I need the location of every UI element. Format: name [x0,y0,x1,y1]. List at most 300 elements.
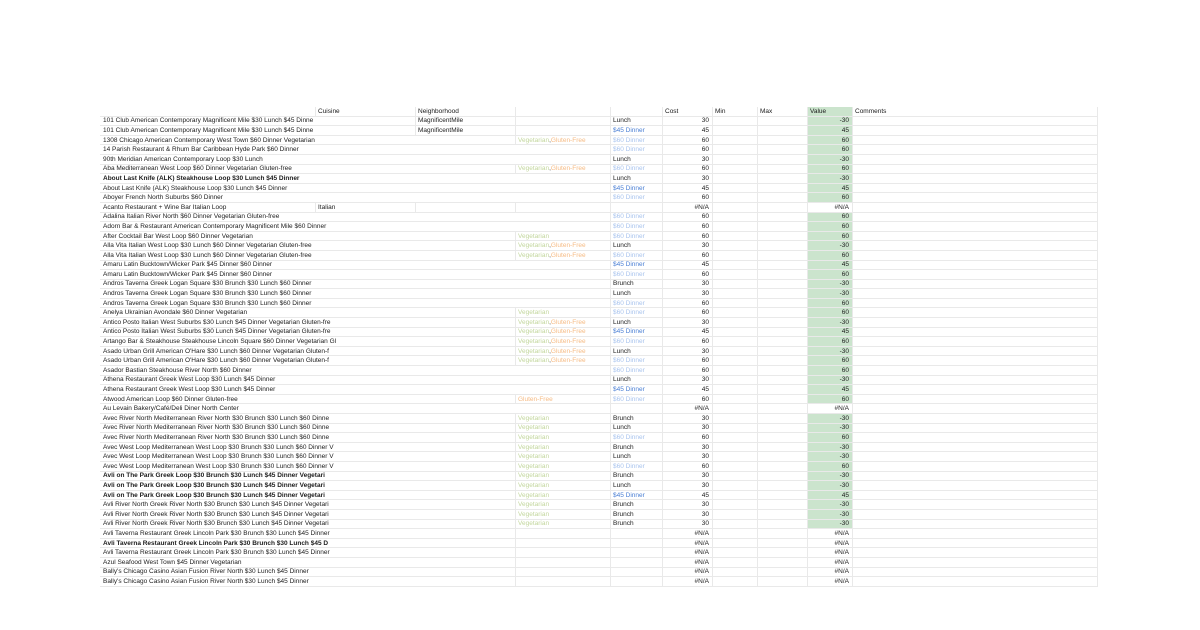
cell-value[interactable]: 45 [807,126,852,135]
cell-meal[interactable] [610,558,662,567]
cell-min[interactable] [712,299,757,308]
cell-meal[interactable]: Brunch [610,500,662,509]
cell-comments[interactable] [852,548,1098,557]
cell-restaurant[interactable]: Atwood American Loop $60 Dinner Gluten-free [103,395,238,403]
cell-cost[interactable]: 30 [662,289,712,298]
cell-restaurant[interactable]: Avli Taverna Restaurant Greek Lincoln Park $30 Brunch $30 Lunch $45 Dinner [103,529,330,537]
cell-cost[interactable]: 30 [662,376,712,385]
cell-dietary[interactable]: Vegetarian , Gluten-Free [515,318,610,327]
cell-cost[interactable]: 30 [662,424,712,433]
cell-min[interactable] [712,117,757,126]
cell-dietary[interactable] [515,510,610,519]
cell-comments[interactable] [852,385,1098,394]
cell-min[interactable] [712,337,757,346]
cell-comments[interactable] [852,520,1098,529]
cell-min[interactable] [712,280,757,289]
cell-value[interactable]: #N/A [807,203,852,212]
cell-meal[interactable]: $60 Dinner [610,145,662,154]
cell-restaurant[interactable]: Asador Bastian Steakhouse River North $60 Dinner [103,366,252,374]
cell-value[interactable]: 60 [807,337,852,346]
cell-value[interactable]: 60 [807,165,852,174]
cell-neighborhood[interactable] [415,203,515,212]
cell-max[interactable] [757,376,807,385]
cell-cost[interactable]: 60 [662,462,712,471]
cell-dietary[interactable]: Vegetarian , Gluten-Free [515,328,610,337]
cell-dietary[interactable] [515,548,610,557]
cell-value[interactable]: 60 [807,462,852,471]
cell-cost[interactable]: #N/A [662,548,712,557]
cell-min[interactable] [712,165,757,174]
cell-cost[interactable]: #N/A [662,568,712,577]
cell-cost[interactable]: 30 [662,452,712,461]
cell-meal[interactable] [610,529,662,538]
cell-cost[interactable]: 60 [662,337,712,346]
cell-max[interactable] [757,270,807,279]
header-cell-restaurant[interactable] [100,107,315,116]
cell-comments[interactable] [852,136,1098,145]
cell-comments[interactable] [852,510,1098,519]
cell-restaurant[interactable]: Avli Taverna Restaurant Greek Lincoln Park $30 Brunch $30 Lunch $45 D [103,539,329,547]
cell-meal[interactable]: Lunch [610,117,662,126]
cell-max[interactable] [757,472,807,481]
cell-comments[interactable] [852,270,1098,279]
cell-neighborhood[interactable]: MagnificentMile [415,126,515,135]
cell-value[interactable]: -30 [807,347,852,356]
cell-value[interactable]: -30 [807,376,852,385]
cell-comments[interactable] [852,289,1098,298]
cell-max[interactable] [757,222,807,231]
cell-max[interactable] [757,452,807,461]
cell-comments[interactable] [852,145,1098,154]
cell-meal[interactable]: $60 Dinner [610,222,662,231]
cell-cost[interactable]: #N/A [662,529,712,538]
cell-min[interactable] [712,318,757,327]
cell-min[interactable] [712,472,757,481]
cell-dietary[interactable]: Vegetarian , Gluten-Free [515,165,610,174]
cell-cost[interactable]: 60 [662,356,712,365]
cell-value[interactable]: #N/A [807,539,852,548]
cell-dietary[interactable]: Vegetarian , Gluten-Free [515,241,610,250]
cell-meal[interactable]: Lunch [610,174,662,183]
cell-meal[interactable]: $60 Dinner [610,299,662,308]
cell-cost[interactable]: 60 [662,145,712,154]
cell-meal[interactable]: Lunch [610,241,662,250]
cell-meal[interactable]: Lunch [610,452,662,461]
cell-dietary[interactable] [515,539,610,548]
cell-min[interactable] [712,203,757,212]
cell-dietary[interactable] [515,117,610,126]
cell-max[interactable] [757,155,807,164]
cell-comments[interactable] [852,568,1098,577]
cell-restaurant[interactable]: Avec River North Mediterranean River North $30 Brunch $30 Lunch $60 Dinne [103,424,330,432]
cell-restaurant[interactable]: Avli River North Greek River North $30 Brunch $30 Lunch $45 Dinner Vegetari [103,520,329,528]
cell-min[interactable] [712,232,757,241]
cell-max[interactable] [757,251,807,260]
cell-max[interactable] [757,126,807,135]
cell-max[interactable] [757,462,807,471]
cell-cost[interactable]: 60 [662,213,712,222]
cell-meal[interactable]: $60 Dinner [610,193,662,202]
cell-min[interactable] [712,251,757,260]
cell-dietary[interactable] [515,472,610,481]
cell-comments[interactable] [852,443,1098,452]
cell-max[interactable] [757,491,807,500]
cell-cost[interactable]: 60 [662,270,712,279]
cell-cost[interactable]: 30 [662,117,712,126]
cell-meal[interactable]: $60 Dinner [610,366,662,375]
cell-min[interactable] [712,289,757,298]
cell-dietary[interactable] [515,500,610,509]
cell-meal[interactable] [610,577,662,586]
cell-cost[interactable]: 45 [662,184,712,193]
cell-min[interactable] [712,414,757,423]
cell-restaurant[interactable]: Adalina Italian River North $60 Dinner Vegetarian Gluten-free [103,213,280,221]
cell-dietary[interactable] [515,443,610,452]
cell-meal[interactable] [610,404,662,413]
cell-restaurant[interactable]: Amaru Latin Bucktown/Wicker Park $45 Dinner $60 Dinner [103,270,273,278]
cell-min[interactable] [712,558,757,567]
cell-value[interactable]: 60 [807,433,852,442]
cell-value[interactable]: 60 [807,308,852,317]
cell-meal[interactable]: Brunch [610,443,662,452]
cell-restaurant[interactable]: Anelya Ukrainian Avondale $60 Dinner Vegetarian [103,309,248,317]
cell-min[interactable] [712,510,757,519]
cell-min[interactable] [712,213,757,222]
cell-cost[interactable]: #N/A [662,558,712,567]
cell-meal[interactable]: $60 Dinner [610,213,662,222]
cell-max[interactable] [757,232,807,241]
cell-cost[interactable]: 60 [662,232,712,241]
cell-cost[interactable]: 30 [662,520,712,529]
cell-dietary[interactable] [515,520,610,529]
cell-meal[interactable]: $60 Dinner [610,270,662,279]
cell-restaurant[interactable]: Amaru Latin Bucktown/Wicker Park $45 Dinner $60 Dinner [103,261,273,269]
cell-restaurant[interactable]: Adorn Bar & Restaurant American Contemporary Magnificent Mile $60 Dinner [103,222,327,230]
cell-comments[interactable] [852,318,1098,327]
cell-max[interactable] [757,366,807,375]
cell-min[interactable] [712,385,757,394]
cell-cost[interactable]: 45 [662,328,712,337]
cell-restaurant[interactable]: Asado Urban Grill American O'Hare $30 Lunch $60 Dinner Vegetarian Gluten-f [103,357,329,365]
cell-restaurant[interactable]: Avec West Loop Mediterranean West Loop $30 Brunch $30 Lunch $60 Dinner V [103,462,334,470]
cell-meal[interactable] [610,568,662,577]
cell-max[interactable] [757,241,807,250]
cell-max[interactable] [757,568,807,577]
header-cell-cost[interactable]: Cost [662,107,712,116]
cell-cost[interactable]: 60 [662,222,712,231]
cell-max[interactable] [757,481,807,490]
cell-value[interactable]: -30 [807,174,852,183]
cell-dietary[interactable] [515,232,610,241]
cell-max[interactable] [757,500,807,509]
cell-comments[interactable] [852,213,1098,222]
cell-cost[interactable]: 60 [662,308,712,317]
cell-restaurant[interactable]: Andros Taverna Greek Logan Square $30 Brunch $30 Lunch $60 Dinner [103,299,312,307]
cell-min[interactable] [712,347,757,356]
cell-comments[interactable] [852,356,1098,365]
header-cell-comments[interactable]: Comments [852,107,1098,116]
cell-cost[interactable]: 30 [662,318,712,327]
cell-max[interactable] [757,289,807,298]
cell-meal[interactable]: Lunch [610,376,662,385]
cell-restaurant[interactable]: Antico Posto Italian West Suburbs $30 Lunch $45 Dinner Vegetarian Gluten-fre [103,318,331,326]
cell-max[interactable] [757,136,807,145]
cell-comments[interactable] [852,404,1098,413]
cell-restaurant[interactable]: Avli on The Park Greek Loop $30 Brunch $30 Lunch $45 Dinner Vegetari [103,481,325,489]
cell-min[interactable] [712,577,757,586]
cell-meal[interactable]: Lunch [610,155,662,164]
cell-meal[interactable]: Brunch [610,510,662,519]
cell-min[interactable] [712,568,757,577]
cell-restaurant[interactable]: Alla Vita Italian West Loop $30 Lunch $60 Dinner Vegetarian Gluten-free [103,251,312,259]
cell-dietary[interactable] [515,424,610,433]
cell-value[interactable]: -30 [807,510,852,519]
cell-max[interactable] [757,558,807,567]
cell-meal[interactable]: Lunch [610,424,662,433]
cell-restaurant[interactable]: Avec West Loop Mediterranean West Loop $30 Brunch $30 Lunch $60 Dinner V [103,443,334,451]
cell-cost[interactable]: #N/A [662,203,712,212]
cell-min[interactable] [712,184,757,193]
cell-restaurant[interactable]: Avli River North Greek River North $30 Brunch $30 Lunch $45 Dinner Vegetari [103,510,329,518]
cell-max[interactable] [757,548,807,557]
cell-meal[interactable]: $60 Dinner [610,136,662,145]
cell-restaurant[interactable]: 90th Meridian American Contemporary Loop $30 Lunch [103,155,263,163]
cell-comments[interactable] [852,424,1098,433]
cell-meal[interactable]: $45 Dinner [610,184,662,193]
cell-meal[interactable]: $60 Dinner [610,165,662,174]
cell-restaurant[interactable]: Asado Urban Grill American O'Hare $30 Lunch $60 Dinner Vegetarian Gluten-f [103,347,329,355]
cell-comments[interactable] [852,241,1098,250]
cell-max[interactable] [757,145,807,154]
cell-max[interactable] [757,261,807,270]
cell-value[interactable]: -30 [807,443,852,452]
cell-min[interactable] [712,126,757,135]
cell-max[interactable] [757,203,807,212]
cell-min[interactable] [712,222,757,231]
cell-max[interactable] [757,213,807,222]
cell-cost[interactable]: 60 [662,136,712,145]
cell-cost[interactable]: 30 [662,510,712,519]
cell-value[interactable]: 60 [807,145,852,154]
cell-dietary[interactable] [515,577,610,586]
cell-restaurant[interactable]: 101 Club American Contemporary Magnificent Mile $30 Lunch $45 Dinne [103,126,314,134]
cell-max[interactable] [757,337,807,346]
cell-meal[interactable]: $60 Dinner [610,395,662,404]
cell-cost[interactable]: 60 [662,433,712,442]
cell-meal[interactable] [610,203,662,212]
cell-restaurant[interactable]: 1308 Chicago American Contemporary West Town $60 Dinner Vegetarian [103,136,315,144]
cell-cost[interactable]: 30 [662,155,712,164]
header-cell-dietary[interactable] [515,107,610,116]
cell-comments[interactable] [852,433,1098,442]
cell-restaurant[interactable]: Avec West Loop Mediterranean West Loop $30 Brunch $30 Lunch $60 Dinner V [103,453,334,461]
cell-max[interactable] [757,193,807,202]
cell-dietary[interactable]: Vegetarian , Gluten-Free [515,251,610,260]
cell-cost[interactable]: 60 [662,299,712,308]
cell-value[interactable]: -30 [807,520,852,529]
cell-meal[interactable]: Brunch [610,472,662,481]
cell-restaurant[interactable]: Avli Taverna Restaurant Greek Lincoln Park $30 Brunch $30 Lunch $45 Dinner [103,549,330,557]
cell-max[interactable] [757,433,807,442]
cell-cost[interactable]: 30 [662,443,712,452]
cell-max[interactable] [757,404,807,413]
cell-max[interactable] [757,577,807,586]
cell-min[interactable] [712,395,757,404]
cell-max[interactable] [757,280,807,289]
cell-max[interactable] [757,117,807,126]
cell-value[interactable]: -30 [807,241,852,250]
cell-restaurant[interactable]: After Cocktail Bar West Loop $60 Dinner Vegetarian [103,232,253,240]
cell-dietary[interactable] [515,308,610,317]
cell-comments[interactable] [852,126,1098,135]
cell-dietary[interactable]: Vegetarian , Gluten-Free [515,347,610,356]
cell-comments[interactable] [852,529,1098,538]
cell-cost[interactable]: 30 [662,347,712,356]
cell-max[interactable] [757,443,807,452]
cell-dietary[interactable] [515,395,610,404]
cell-cost[interactable]: 30 [662,174,712,183]
cell-comments[interactable] [852,491,1098,500]
cell-dietary[interactable] [515,481,610,490]
cell-max[interactable] [757,299,807,308]
cell-value[interactable]: #N/A [807,558,852,567]
cell-value[interactable]: #N/A [807,577,852,586]
cell-dietary[interactable] [515,203,610,212]
cell-cost[interactable]: 60 [662,193,712,202]
cell-max[interactable] [757,356,807,365]
cell-comments[interactable] [852,174,1098,183]
cell-max[interactable] [757,520,807,529]
cell-min[interactable] [712,424,757,433]
cell-value[interactable]: 60 [807,251,852,260]
cell-meal[interactable]: $45 Dinner [610,126,662,135]
cell-value[interactable]: -30 [807,280,852,289]
cell-cost[interactable]: 45 [662,385,712,394]
cell-max[interactable] [757,318,807,327]
cell-dietary[interactable]: Vegetarian , Gluten-Free [515,136,610,145]
cell-comments[interactable] [852,155,1098,164]
cell-cost[interactable]: 60 [662,395,712,404]
cell-meal[interactable]: Lunch [610,318,662,327]
cell-cost[interactable]: 60 [662,165,712,174]
cell-dietary[interactable] [515,558,610,567]
cell-comments[interactable] [852,222,1098,231]
cell-restaurant[interactable]: Bally's Chicago Casino Asian Fusion River North $30 Lunch $45 Dinner [103,577,309,585]
cell-value[interactable]: 45 [807,491,852,500]
cell-comments[interactable] [852,328,1098,337]
cell-cost[interactable]: 30 [662,481,712,490]
cell-cost[interactable]: 60 [662,251,712,260]
cell-dietary[interactable] [515,126,610,135]
cell-min[interactable] [712,376,757,385]
cell-value[interactable]: -30 [807,414,852,423]
cell-restaurant[interactable]: Au Levain Bakery/Café/Deli Diner North Center [103,405,239,413]
cell-meal[interactable]: $60 Dinner [610,356,662,365]
cell-meal[interactable]: $45 Dinner [610,261,662,270]
cell-comments[interactable] [852,184,1098,193]
cell-meal[interactable] [610,548,662,557]
cell-restaurant[interactable]: 14 Parish Restaurant & Rhum Bar Caribbean Hyde Park $60 Dinner [103,146,299,154]
cell-dietary[interactable] [515,462,610,471]
cell-max[interactable] [757,395,807,404]
cell-min[interactable] [712,241,757,250]
cell-cost[interactable]: 30 [662,500,712,509]
cell-comments[interactable] [852,462,1098,471]
header-cell-value[interactable]: Value [807,107,852,116]
cell-meal[interactable]: $60 Dinner [610,433,662,442]
cell-comments[interactable] [852,366,1098,375]
cell-value[interactable]: -30 [807,117,852,126]
cell-cost[interactable]: 30 [662,280,712,289]
cell-min[interactable] [712,155,757,164]
cell-min[interactable] [712,433,757,442]
cell-dietary[interactable] [515,452,610,461]
header-cell-neighborhood[interactable]: Neighborhood [415,107,515,116]
header-cell-cuisine[interactable]: Cuisine [315,107,415,116]
cell-max[interactable] [757,414,807,423]
cell-meal[interactable]: Brunch [610,414,662,423]
cell-restaurant[interactable]: Andros Taverna Greek Logan Square $30 Brunch $30 Lunch $60 Dinner [103,280,312,288]
cell-comments[interactable] [852,414,1098,423]
cell-max[interactable] [757,510,807,519]
cell-max[interactable] [757,529,807,538]
cell-min[interactable] [712,136,757,145]
cell-comments[interactable] [852,251,1098,260]
cell-restaurant[interactable]: Antico Posto Italian West Suburbs $30 Lunch $45 Dinner Vegetarian Gluten-fre [103,328,331,336]
cell-comments[interactable] [852,280,1098,289]
cell-dietary[interactable] [515,433,610,442]
cell-comments[interactable] [852,376,1098,385]
cell-value[interactable]: #N/A [807,568,852,577]
cell-value[interactable]: -30 [807,424,852,433]
cell-max[interactable] [757,184,807,193]
cell-restaurant[interactable]: Bally's Chicago Casino Asian Fusion River North $30 Lunch $45 Dinner [103,568,309,576]
cell-min[interactable] [712,491,757,500]
cell-min[interactable] [712,500,757,509]
cell-meal[interactable] [610,539,662,548]
cell-value[interactable]: #N/A [807,548,852,557]
cell-min[interactable] [712,145,757,154]
cell-restaurant[interactable]: 101 Club American Contemporary Magnificent Mile $30 Lunch $45 Dinne [103,117,314,125]
cell-value[interactable]: #N/A [807,529,852,538]
cell-restaurant[interactable]: About Last Knife (ALK) Steakhouse Loop $30 Lunch $45 Dinner [103,174,300,182]
cell-value[interactable]: -30 [807,500,852,509]
cell-cost[interactable]: 60 [662,366,712,375]
cell-cuisine[interactable]: Italian [315,203,415,212]
cell-comments[interactable] [852,577,1098,586]
cell-max[interactable] [757,174,807,183]
cell-restaurant[interactable]: Avec River North Mediterranean River North $30 Brunch $30 Lunch $60 Dinne [103,414,330,422]
cell-dietary[interactable]: Vegetarian , Gluten-Free [515,337,610,346]
cell-value[interactable]: -30 [807,472,852,481]
cell-neighborhood[interactable]: MagnificentMile [415,117,515,126]
cell-max[interactable] [757,308,807,317]
cell-value[interactable]: -30 [807,289,852,298]
cell-max[interactable] [757,347,807,356]
cell-meal[interactable]: Lunch [610,289,662,298]
cell-restaurant[interactable]: Athena Restaurant Greek West Loop $30 Lunch $45 Dinner [103,386,276,394]
cell-min[interactable] [712,366,757,375]
cell-cost[interactable]: #N/A [662,577,712,586]
cell-comments[interactable] [852,299,1098,308]
cell-comments[interactable] [852,481,1098,490]
cell-value[interactable]: 60 [807,299,852,308]
cell-comments[interactable] [852,500,1098,509]
cell-value[interactable]: 45 [807,184,852,193]
header-cell-meal[interactable] [610,107,662,116]
cell-value[interactable]: 60 [807,270,852,279]
cell-restaurant[interactable]: Andros Taverna Greek Logan Square $30 Brunch $30 Lunch $60 Dinner [103,290,312,298]
